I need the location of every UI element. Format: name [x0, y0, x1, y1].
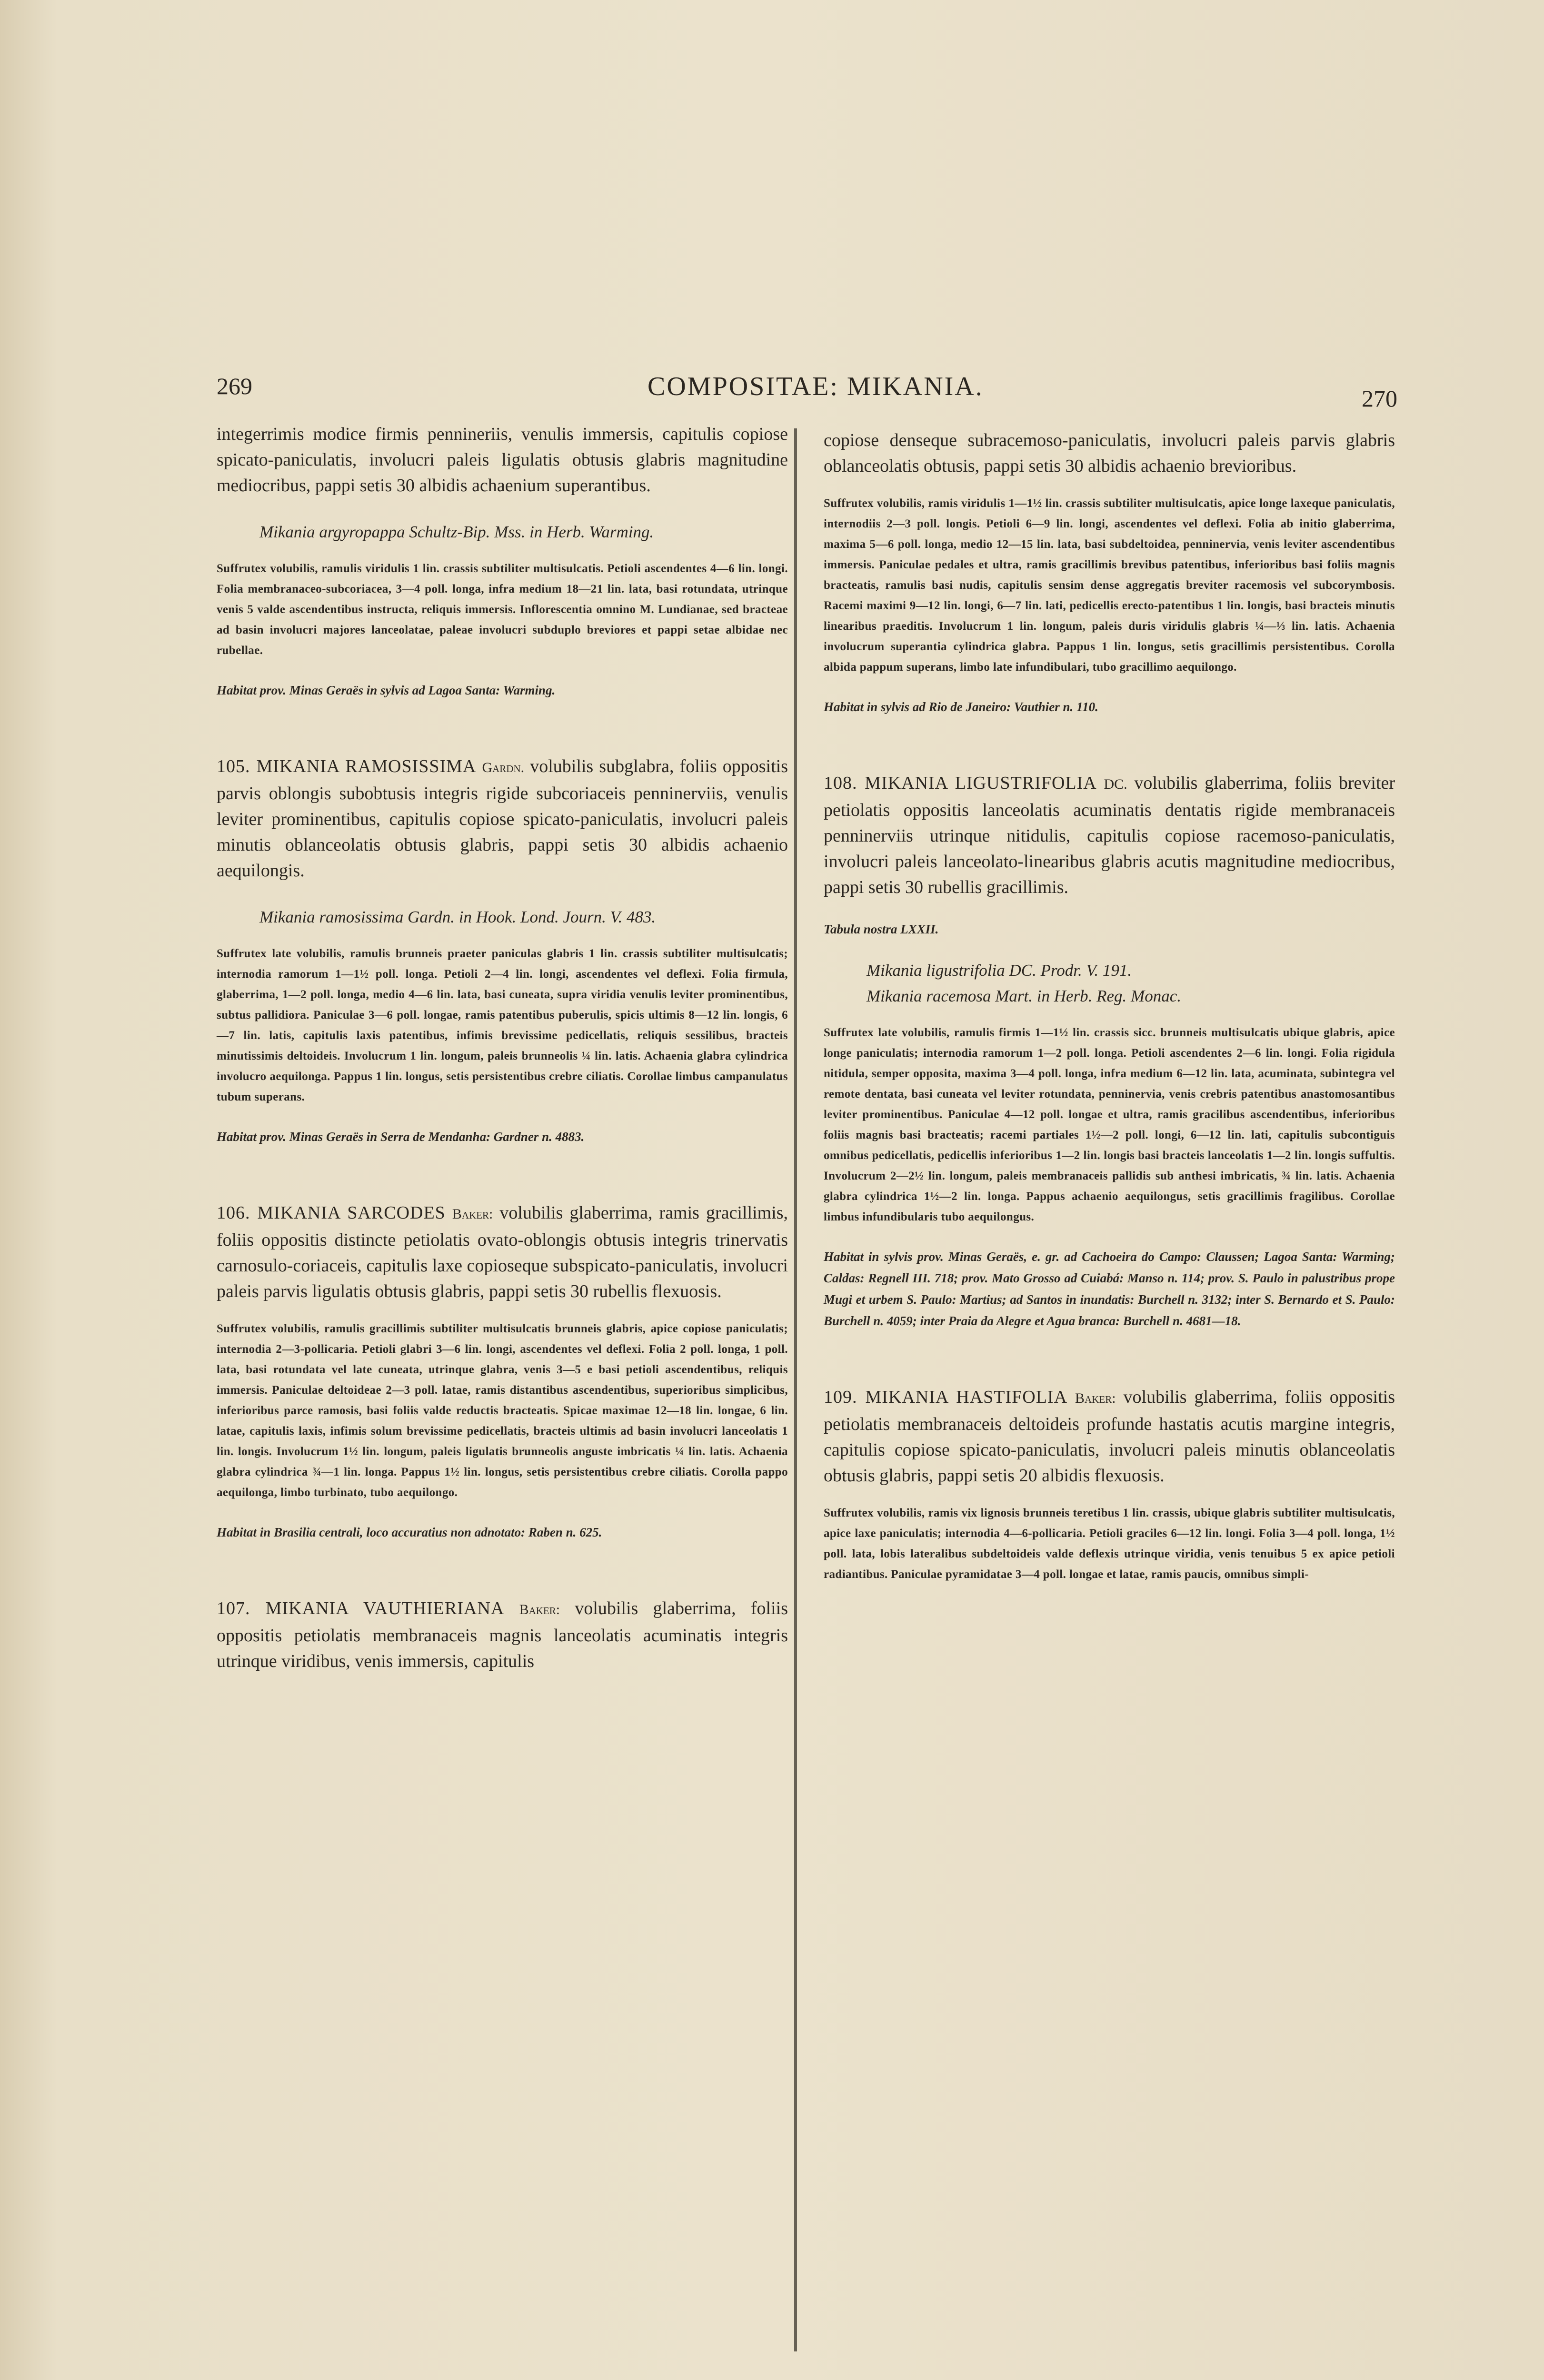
synonym: Mikania racemosa Mart. in Herb. Reg. Monac. — [867, 987, 1181, 1005]
description: Suffrutex late volubilis, ramulis firmis 1—1½ lin. crassis sicc. brunneis multisulcatis ubique glabris, apice longe paniculatis; internodia ramorum 1—2 poll. longa. Petioli ascendentes 2—6 lin. longi. Folia rigidula nitidula, semper opposita, maxima 3—4 poll. longa, infra medium 6—12 lin. lata, acuminata, subintegra vel remote dentata, basi cuneata vel leviter rotundata, penninervia, venis crebris patentibus anastomosantibus leviter prominentibus. Paniculae 4—12 poll. longae et ultra, ramis gracilibus ascendentibus, inferioribus foliis magnis basi bracteatis; racemi partiales 1½—2 poll. longi, 6—12 lin. lati, capitulis subcontiguis omnibus pedicellatis, pedicellis inferioribus 1—2 lin. longis basi bracteis lanceolatis 1—2 lin. longis suffultis. Involucrum 2—2½ lin. longum, paleis membranaceis pallidis sub anthesi imbricatis, ¾ lin. latis. Achaenia glabra cylindrica 1½—2 lin. longa. Pappus achaenio aequilongus, setis gracillimis fragilibus. Corollae limbus infundibularis tubo aequilongus. — [824, 1026, 1395, 1223]
intro-text-right: copiose denseque subracemoso-paniculatis, involucri paleis parvis glabris oblanceolatis obtusis, pappi setis 30 albidis achaenio brevioribus. — [824, 430, 1395, 476]
species-diagnosis: volubilis glaberrima, foliis oppositis petiolatis membranaceis deltoideis profunde hastatis acutis margine integris, capitulis copiose spicato-paniculatis, involucri paleis minutis oblanceolatis obtusis glabris, pappi setis 20 albidis flexuosis. — [824, 1387, 1395, 1486]
synonym: Mikania ramosissima Gardn. in Hook. Lond. Journ. V. 483. — [259, 908, 656, 926]
species-105 — [217, 754, 788, 883]
synonym: Mikania ligustrifolia DC. Prodr. V. 191. — [867, 961, 1132, 980]
species-name: 107. MIKANIA VAUTHIERIANA — [217, 1598, 505, 1618]
habitat: Habitat prov. Minas Geraës in Serra de Mendanha: Gardner n. 4883. — [217, 1130, 585, 1144]
species-106 — [217, 1200, 788, 1304]
species-name: 109. MIKANIA HASTIFOLIA — [824, 1387, 1068, 1407]
page-number-left: 269 — [217, 373, 252, 399]
description: Suffrutex volubilis, ramis viridulis 1—1½ lin. crassis subtiliter multisulcatis, apice longe laxeque paniculatis, internodiis 2—3 poll. longis. Petioli 6—9 lin. longi, ascendentes vel deflexi. Folia ab initio glaberrima, maxima 5—6 poll. longa, medio 12—15 lin. lata, basi subdeltoidea, penninervia, venis leviter ascendentibus immersis. Paniculae pedales et ultra, ramis gracillimis brevibus patentibus, inferioribus basi foliis magnis bracteatis, ramulis basi nudis, capitulis sensim dense aggregatis breviter racemosis vel subcorymbosis. Racemi maximi 9—12 lin. longi, 6—7 lin. lati, pedicellis erecto-patentibus 1 lin. longis, basi bracteis minutis linearibus praeditis. Involucrum 1 lin. longum, paleis duris viridulis glabris ¼—⅓ lin. latis. Achaenia involucrum superantia cylindrica glabra. Pappus 1 lin. longus, setis gracillimis persistentibus. Corolla albida pappum superans, limbo late infundibulari, tubo gracillimo aequilongo. — [824, 497, 1395, 674]
description: Suffrutex late volubilis, ramulis brunneis praeter paniculas glabris 1 lin. crassis subtiliter multisulcatis; internodia ramorum 1—1½ poll. longa. Petioli 2—4 lin. longi, ascendentes vel deflexi. Folia firmula, glaberrima, 1—2 poll. longa, medio 4—6 lin. lata, basi cuneata, supra viridia venulis leviter prominentibus, subtus pallidiora. Paniculae 3—6 poll. longae, ramis patentibus puberulis, spicis ultimis 8—12 lin. longis, 6—7 lin. latis, capitulis laxis patentibus, infimis brevissime pedicellatis, reliquis sessilibus, bracteis minutissimis deltoideis. Involucrum 1 lin. longum, paleis brunneolis ¼ lin. latis. Achaenia glabra cylindrica involucro aequilonga. Pappus 1 lin. longus, setis persistentibus crebre ciliatis. Corollae limbus campanulatus tubum superans. — [217, 947, 788, 1103]
habitat: Habitat prov. Minas Geraës in sylvis ad Lagoa Santa: Warming. — [217, 683, 556, 697]
description: Suffrutex volubilis, ramis vix lignosis brunneis teretibus 1 lin. crassis, ubique glabris subtiliter multisulcatis, apice laxe paniculatis; internodia 4—6-pollicaria. Petioli graciles 6—12 lin. longi. Folia 3—4 poll. longa, 1½ poll. lata, lobis lateralibus subdeltoideis valde deflexis utrinque viridia, venis tenuibus 5 ex apice petioli radiantibus. Paniculae pyramidatae 3—4 poll. longae et latae, ramis paucis, omnibus simpli- — [824, 1507, 1395, 1581]
species-author: DC. — [1104, 776, 1127, 792]
column-divider — [794, 428, 797, 2351]
page-number-right: 270 — [1362, 385, 1397, 412]
species-author: Baker: — [452, 1206, 493, 1222]
running-title: COMPOSITAE: MIKANIA. — [647, 372, 984, 401]
species-108 — [824, 770, 1395, 900]
plate-reference: Tabula nostra LXXII. — [824, 922, 939, 936]
intro-text-left: integerrimis modice firmis pennineriis, venulis immersis, capitulis copiose spicato-paniculatis, involucri paleis ligulatis obtusis glabris magnitudine mediocribus, pappi setis 30 albidis achaenium superantibus. — [217, 424, 788, 496]
habitat: Habitat in sylvis ad Rio de Janeiro: Vauthier n. 110. — [824, 700, 1098, 714]
synonym: Mikania argyropappa Schultz-Bip. Mss. in Herb. Warming. — [259, 523, 654, 541]
species-diagnosis: volubilis glaberrima, ramis gracillimis, foliis oppositis distincte petiolatis ovato-oblongis obtusis integris trinervatis carnosulo-coriaceis, capitulis laxe copioseque subspicato-paniculatis, involucri paleis parvis ligulatis obtusis glabris, pappi setis 30 rubellis flexuosis. — [217, 1203, 788, 1301]
species-author: Gardn. — [482, 760, 525, 775]
right-column — [824, 427, 1395, 1585]
species-diagnosis: volubilis glaberrima, foliis breviter petiolatis oppositis lanceolatis acuminatis dentatis rigide membranaceis penninerviis utrinque nitidulis, capitulis copiose racemoso-paniculatis, involucri paleis lanceolato-linearibus glabris acutis magnitudine mediocribus, pappi setis 30 rubellis gracillimis. — [824, 773, 1395, 897]
species-author: Baker: — [519, 1602, 560, 1617]
species-author: Baker: — [1075, 1390, 1116, 1406]
species-107 — [217, 1596, 788, 1674]
species-diagnosis: volubilis glaberrima, foliis oppositis petiolatis membranaceis magnis lanceolatis acuminatis integris utrinque viridibus, venis immersis, capitulis — [217, 1598, 788, 1671]
description: Suffrutex volubilis, ramulis viridulis 1 lin. crassis subtiliter multisulcatis. Petioli ascendentes 4—6 lin. longi. Folia membranaceo-subcoriacea, 3—4 poll. longa, infra medium 18—21 lin. lata, basi rotundata, utrinque venis 5 valde ascendentibus instructa, reliquis immersis. Inflorescentia omnino M. Lundianae, sed bracteae ad basin involucri majores lanceolatae, paleae involucri subduplo breviores et pappi setae albidae nec rubellae. — [217, 562, 788, 657]
species-name: 106. MIKANIA SARCODES — [217, 1203, 446, 1223]
habitat: Habitat in Brasilia centrali, loco accuratius non adnotato: Raben n. 625. — [217, 1525, 602, 1539]
species-name: 105. MIKANIA RAMOSISSIMA — [217, 756, 477, 776]
species-109 — [824, 1384, 1395, 1488]
species-diagnosis: volubilis subglabra, foliis oppositis parvis oblongis subobtusis integris rigide subcoriaceis penninerviis, venulis leviter prominentibus, capitulis copiose spicato-paniculatis, involucri paleis minutis oblanceolatis obtusis glabris, pappi setis 30 albidis achaenio aequilongis. — [217, 756, 788, 881]
habitat: Habitat in sylvis prov. Minas Geraës, e. gr. ad Cachoeira do Campo: Claussen; Lagoa Santa: Warming; Caldas: Regnell III. 718; prov. Mato Grosso ad Cuiabá: Manso n. 114; prov. S. Paulo in palustribus prope Mugi et urbem S. Paulo: Martius; ad Santos in inundatis: Burchell n. 3132; inter S. Bernardo et S. Paulo: Burchell n. 4059; inter Praia da Alegre et Agua branca: Burchell n. 4681—18. — [824, 1250, 1395, 1328]
description: Suffrutex volubilis, ramulis gracillimis subtiliter multisulcatis brunneis glabris, apice copiose paniculatis; internodia 2—3-pollicaria. Petioli glabri 3—6 lin. longi, ascendentes vel deflexi. Folia 2 poll. longa, 1 poll. lata, basi rotundata vel late cuneata, utrinque glabra, venis 3—5 e basi petioli ascendentibus, reliquis immersis. Paniculae deltoideae 2—3 poll. latae, ramis distantibus ascendentibus, superioribus simplicibus, inferioribus parce ramosis, basi foliis valde reductis bracteatis. Spicae maximae 12—18 lin. longae, 6 lin. latae, capitulis laxis, infimis solum brevissime pedicellatis, bracteis ultimis ad basin involucri lanceolatis 1 lin. longis. Involucrum 1½ lin. longum, paleis ligulatis brunneolis anguste imbricatis ¼ lin. latis. Achaenia glabra cylindrica ¾—1 lin. longa. Pappus 1½ lin. longus, setis persistentibus crebre ciliatis. Corolla pappo aequilonga, limbo turbinato, tubo aequilongo. — [217, 1322, 788, 1499]
species-name: 108. MIKANIA LIGUSTRIFOLIA — [824, 773, 1097, 793]
left-column — [217, 421, 788, 1674]
